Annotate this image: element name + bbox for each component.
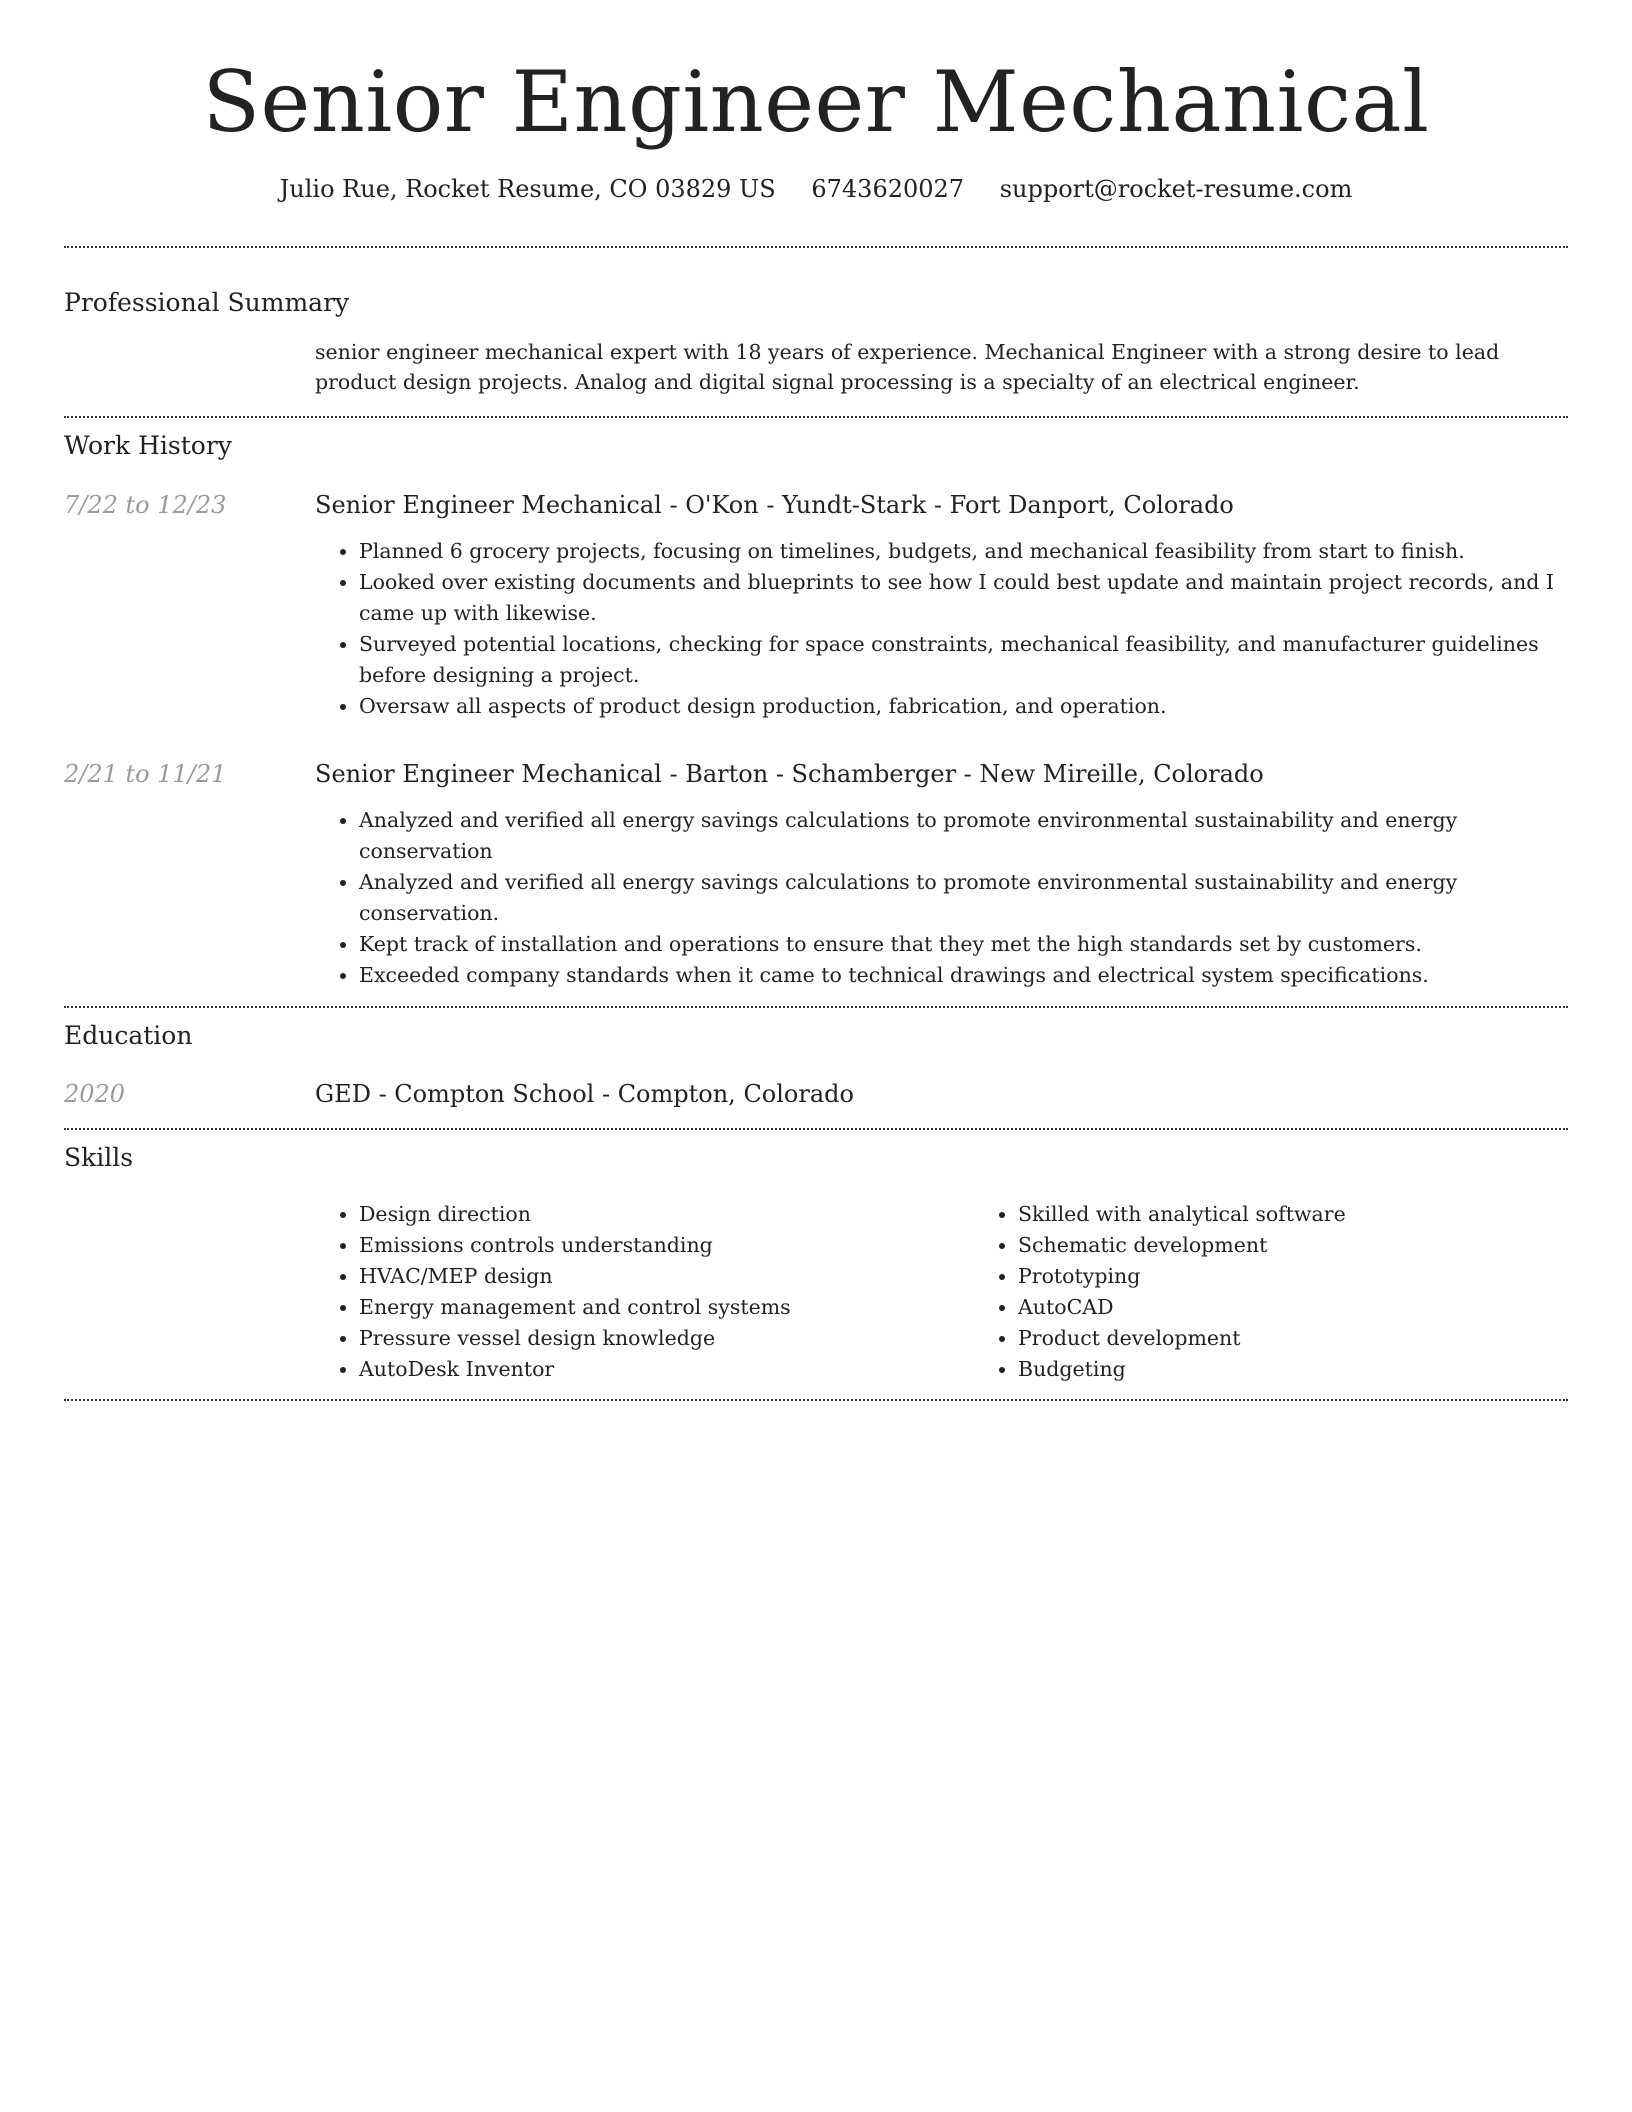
skill-item: • AutoCAD	[1018, 1292, 1632, 1323]
job-bullets	[315, 805, 1568, 991]
job-body	[315, 757, 1568, 991]
skill-item: • Budgeting	[1018, 1354, 1632, 1385]
job-bullet: • Planned 6 grocery projects, focusing on timelines, budgets, and mechanical feasibility from start to finish.	[359, 536, 1568, 567]
summary-spacer	[64, 337, 315, 397]
resume-name: Senior Engineer Mechanical	[202, 53, 1430, 151]
section-title-skills: Skills	[64, 1143, 134, 1172]
skills-row	[64, 1199, 1568, 1385]
job-title: Senior Engineer Mechanical - Barton - Schamberger - New Mireille, Colorado	[315, 760, 1264, 788]
contact-phone: 6743620027	[811, 175, 965, 203]
skills-spacer	[64, 1199, 315, 1385]
education-section	[64, 1008, 1568, 1128]
section-title-education: Education	[64, 1021, 193, 1050]
job-dates: 7/22 to 12/23	[64, 491, 227, 519]
skill-item: • HVAC/MEP design	[359, 1261, 974, 1292]
summary-text: senior engineer mechanical expert with 18 years of experience. Mechanical Engineer with a strong desire to lead product design projects. Analog and digital signal processing is a specialty of an electrical engineer.	[315, 340, 1500, 394]
job-entry	[64, 757, 1568, 991]
skill-item: • Pressure vessel design knowledge	[359, 1323, 974, 1354]
divider	[64, 1399, 1568, 1401]
summary-section	[64, 248, 1568, 416]
skill-item: • Prototyping	[1018, 1261, 1632, 1292]
job-dates: 2/21 to 11/21	[64, 760, 227, 788]
job-bullet: • Surveyed potential locations, checking for space constraints, mechanical feasibility, and manufacturer guidelines before designing a project.	[359, 629, 1568, 691]
skills-section	[64, 1130, 1568, 1399]
skills-list-right	[974, 1199, 1632, 1385]
skills-list-left	[315, 1199, 974, 1385]
job-body	[315, 488, 1568, 722]
contact-email: support@rocket-resume.com	[999, 175, 1353, 203]
skill-item: • AutoDesk Inventor	[359, 1354, 974, 1385]
contact-line	[64, 172, 1568, 206]
contact-address: Julio Rue, Rocket Resume, CO 03829 US	[279, 175, 776, 203]
skill-item: • Product development	[1018, 1323, 1632, 1354]
job-bullet: • Analyzed and verified all energy savings calculations to promote environmental sustainability and energy conservation	[359, 805, 1568, 867]
job-title: Senior Engineer Mechanical - O'Kon - Yundt-Stark - Fort Danport, Colorado	[315, 491, 1234, 519]
education-entry	[64, 1077, 1568, 1111]
skill-item: • Skilled with analytical software	[1018, 1199, 1632, 1230]
job-bullets	[315, 536, 1568, 722]
work-section	[64, 418, 1568, 1006]
skill-item: • Schematic development	[1018, 1230, 1632, 1261]
education-year: 2020	[64, 1080, 126, 1108]
skill-item: • Energy management and control systems	[359, 1292, 974, 1323]
skill-item: • Emissions controls understanding	[359, 1230, 974, 1261]
job-bullet: • Looked over existing documents and blueprints to see how I could best update and maintain project records, and I came up with likewise.	[359, 567, 1568, 629]
resume-header	[64, 0, 1568, 206]
skills-grid	[315, 1199, 1632, 1385]
job-bullet: • Kept track of installation and operations to ensure that they met the high standards set by customers.	[359, 929, 1568, 960]
education-detail: GED - Compton School - Compton, Colorado	[315, 1080, 854, 1108]
job-bullet: • Oversaw all aspects of product design production, fabrication, and operation.	[359, 691, 1568, 722]
skill-item: • Design direction	[359, 1199, 974, 1230]
section-title-summary: Professional Summary	[64, 288, 350, 317]
job-entry	[64, 488, 1568, 722]
job-bullet: • Exceeded company standards when it came to technical drawings and electrical system specifications.	[359, 960, 1568, 991]
summary-body	[315, 337, 1568, 397]
summary-row	[64, 337, 1568, 397]
section-title-work: Work History	[64, 431, 232, 460]
education-body	[315, 1077, 1568, 1111]
job-bullet: • Analyzed and verified all energy savings calculations to promote environmental sustainability and energy conservation.	[359, 867, 1568, 929]
